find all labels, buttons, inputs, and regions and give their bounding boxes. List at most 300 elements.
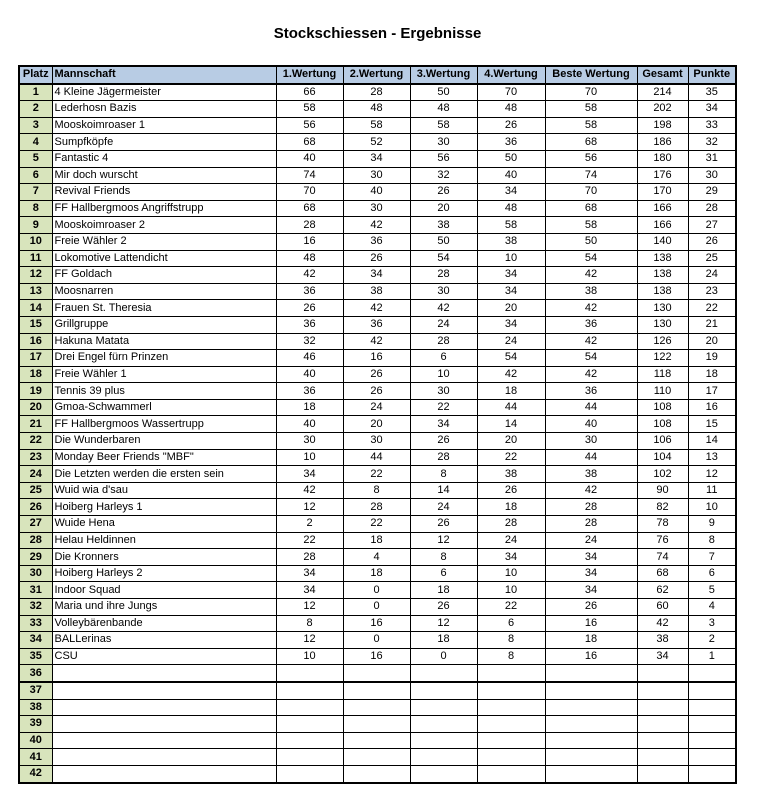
team-name-cell: FF Hallbergmoos Wassertrupp — [52, 416, 276, 433]
platz-cell: 19 — [19, 383, 52, 400]
platz-cell: 38 — [19, 699, 52, 716]
platz-cell: 39 — [19, 716, 52, 733]
punkte-cell: 4 — [688, 599, 736, 616]
punkte-cell: 33 — [688, 117, 736, 134]
team-name-cell: Fantastic 4 — [52, 150, 276, 167]
platz-cell: 35 — [19, 648, 52, 665]
team-name-cell: Maria und ihre Jungs — [52, 599, 276, 616]
team-name-cell: Mooskoimroaser 2 — [52, 217, 276, 234]
wertung-4-cell: 48 — [477, 200, 545, 217]
wertung-2-cell: 36 — [343, 233, 410, 250]
wertung-2-cell: 28 — [343, 84, 410, 101]
punkte-cell — [688, 699, 736, 716]
wertung-4-cell: 38 — [477, 466, 545, 483]
table-row — [19, 150, 736, 167]
results-table — [18, 65, 737, 784]
header-gesamt: Gesamt — [637, 66, 688, 84]
wertung-4-cell — [477, 732, 545, 749]
punkte-cell: 22 — [688, 300, 736, 317]
table-row — [19, 350, 736, 367]
punkte-cell: 20 — [688, 333, 736, 350]
header-wertung-3: 3.Wertung — [410, 66, 477, 84]
punkte-cell — [688, 665, 736, 682]
platz-cell: 30 — [19, 565, 52, 582]
punkte-cell: 7 — [688, 549, 736, 566]
gesamt-cell: 138 — [637, 250, 688, 267]
table-row — [19, 250, 736, 267]
wertung-2-cell: 0 — [343, 582, 410, 599]
team-name-cell: FF Goldach — [52, 267, 276, 284]
team-name-cell: Drei Engel fürn Prinzen — [52, 350, 276, 367]
wertung-1-cell: 12 — [276, 499, 343, 516]
platz-cell: 33 — [19, 615, 52, 632]
wertung-3-cell: 34 — [410, 416, 477, 433]
team-name-cell — [52, 765, 276, 782]
platz-cell: 1 — [19, 84, 52, 101]
platz-cell: 2 — [19, 101, 52, 118]
punkte-cell: 18 — [688, 366, 736, 383]
wertung-1-cell: 74 — [276, 167, 343, 184]
wertung-3-cell: 30 — [410, 283, 477, 300]
wertung-1-cell: 40 — [276, 416, 343, 433]
wertung-1-cell: 8 — [276, 615, 343, 632]
wertung-4-cell: 26 — [477, 482, 545, 499]
beste-wertung-cell: 44 — [545, 399, 637, 416]
beste-wertung-cell: 70 — [545, 184, 637, 201]
punkte-cell: 28 — [688, 200, 736, 217]
wertung-3-cell: 18 — [410, 632, 477, 649]
wertung-1-cell: 2 — [276, 516, 343, 533]
gesamt-cell — [637, 716, 688, 733]
table-row — [19, 283, 736, 300]
wertung-1-cell: 26 — [276, 300, 343, 317]
header-platz: Platz — [19, 66, 52, 84]
wertung-3-cell: 14 — [410, 482, 477, 499]
table-row — [19, 716, 736, 733]
platz-cell: 5 — [19, 150, 52, 167]
beste-wertung-cell — [545, 716, 637, 733]
table-row — [19, 582, 736, 599]
gesamt-cell — [637, 665, 688, 682]
platz-cell: 20 — [19, 399, 52, 416]
wertung-4-cell: 8 — [477, 648, 545, 665]
beste-wertung-cell: 34 — [545, 565, 637, 582]
beste-wertung-cell: 42 — [545, 267, 637, 284]
gesamt-cell — [637, 682, 688, 699]
wertung-3-cell: 8 — [410, 549, 477, 566]
wertung-1-cell — [276, 716, 343, 733]
beste-wertung-cell: 70 — [545, 84, 637, 101]
gesamt-cell: 60 — [637, 599, 688, 616]
team-name-cell: Die Kronners — [52, 549, 276, 566]
platz-cell: 24 — [19, 466, 52, 483]
table-row — [19, 416, 736, 433]
wertung-2-cell: 24 — [343, 399, 410, 416]
wertung-1-cell: 28 — [276, 549, 343, 566]
wertung-4-cell: 20 — [477, 433, 545, 450]
wertung-2-cell: 40 — [343, 184, 410, 201]
page-title: Stockschiessen - Ergebnisse — [273, 25, 482, 42]
punkte-cell: 9 — [688, 516, 736, 533]
wertung-2-cell: 42 — [343, 333, 410, 350]
beste-wertung-cell — [545, 749, 637, 766]
wertung-2-cell: 4 — [343, 549, 410, 566]
wertung-2-cell: 18 — [343, 565, 410, 582]
platz-cell: 42 — [19, 765, 52, 782]
beste-wertung-cell: 42 — [545, 482, 637, 499]
wertung-2-cell: 0 — [343, 632, 410, 649]
punkte-cell: 14 — [688, 433, 736, 450]
beste-wertung-cell: 16 — [545, 615, 637, 632]
table-row — [19, 167, 736, 184]
gesamt-cell: 130 — [637, 300, 688, 317]
table-row — [19, 267, 736, 284]
wertung-2-cell: 48 — [343, 101, 410, 118]
wertung-2-cell: 42 — [343, 217, 410, 234]
wertung-2-cell: 30 — [343, 200, 410, 217]
team-name-cell: Tennis 39 plus — [52, 383, 276, 400]
gesamt-cell: 62 — [637, 582, 688, 599]
wertung-1-cell: 46 — [276, 350, 343, 367]
wertung-2-cell: 8 — [343, 482, 410, 499]
team-name-cell: Moosnarren — [52, 283, 276, 300]
team-name-cell: Freie Wähler 2 — [52, 233, 276, 250]
header-beste-wertung: Beste Wertung — [545, 66, 637, 84]
table-row — [19, 316, 736, 333]
team-name-cell: 4 Kleine Jägermeister — [52, 84, 276, 101]
team-name-cell: Revival Friends — [52, 184, 276, 201]
wertung-1-cell: 36 — [276, 316, 343, 333]
platz-cell: 27 — [19, 516, 52, 533]
table-row — [19, 117, 736, 134]
table-row — [19, 466, 736, 483]
gesamt-cell: 118 — [637, 366, 688, 383]
punkte-cell: 27 — [688, 217, 736, 234]
wertung-2-cell: 42 — [343, 300, 410, 317]
gesamt-cell: 122 — [637, 350, 688, 367]
wertung-1-cell: 42 — [276, 267, 343, 284]
table-row — [19, 749, 736, 766]
wertung-3-cell: 42 — [410, 300, 477, 317]
wertung-3-cell: 28 — [410, 267, 477, 284]
team-name-cell: Freie Wähler 1 — [52, 366, 276, 383]
gesamt-cell: 78 — [637, 516, 688, 533]
wertung-3-cell — [410, 732, 477, 749]
team-name-cell: Grillgruppe — [52, 316, 276, 333]
wertung-4-cell: 50 — [477, 150, 545, 167]
gesamt-cell: 186 — [637, 134, 688, 151]
beste-wertung-cell: 54 — [545, 250, 637, 267]
wertung-3-cell: 32 — [410, 167, 477, 184]
beste-wertung-cell: 34 — [545, 582, 637, 599]
wertung-3-cell: 24 — [410, 499, 477, 516]
wertung-3-cell: 10 — [410, 366, 477, 383]
table-row — [19, 599, 736, 616]
wertung-1-cell: 34 — [276, 565, 343, 582]
wertung-1-cell: 40 — [276, 150, 343, 167]
wertung-4-cell: 36 — [477, 134, 545, 151]
wertung-3-cell: 26 — [410, 433, 477, 450]
wertung-3-cell: 48 — [410, 101, 477, 118]
gesamt-cell: 170 — [637, 184, 688, 201]
wertung-3-cell: 50 — [410, 84, 477, 101]
wertung-1-cell: 58 — [276, 101, 343, 118]
wertung-4-cell — [477, 699, 545, 716]
platz-cell: 9 — [19, 217, 52, 234]
wertung-2-cell: 38 — [343, 283, 410, 300]
wertung-4-cell — [477, 665, 545, 682]
team-name-cell: Hoiberg Harleys 1 — [52, 499, 276, 516]
gesamt-cell: 68 — [637, 565, 688, 582]
punkte-cell: 35 — [688, 84, 736, 101]
wertung-1-cell: 36 — [276, 383, 343, 400]
gesamt-cell: 90 — [637, 482, 688, 499]
wertung-3-cell: 58 — [410, 117, 477, 134]
table-row — [19, 449, 736, 466]
platz-cell: 18 — [19, 366, 52, 383]
wertung-4-cell: 44 — [477, 399, 545, 416]
punkte-cell: 13 — [688, 449, 736, 466]
team-name-cell: Die Letzten werden die ersten sein — [52, 466, 276, 483]
beste-wertung-cell: 36 — [545, 316, 637, 333]
gesamt-cell: 176 — [637, 167, 688, 184]
beste-wertung-cell: 74 — [545, 167, 637, 184]
platz-cell: 16 — [19, 333, 52, 350]
punkte-cell: 2 — [688, 632, 736, 649]
team-name-cell — [52, 749, 276, 766]
wertung-3-cell — [410, 716, 477, 733]
wertung-1-cell — [276, 699, 343, 716]
wertung-1-cell: 16 — [276, 233, 343, 250]
wertung-2-cell: 26 — [343, 250, 410, 267]
table-row — [19, 765, 736, 782]
wertung-1-cell — [276, 732, 343, 749]
wertung-1-cell: 10 — [276, 648, 343, 665]
wertung-4-cell: 24 — [477, 532, 545, 549]
beste-wertung-cell: 68 — [545, 134, 637, 151]
beste-wertung-cell: 18 — [545, 632, 637, 649]
wertung-3-cell: 24 — [410, 316, 477, 333]
wertung-2-cell: 22 — [343, 516, 410, 533]
team-name-cell — [52, 665, 276, 682]
gesamt-cell: 106 — [637, 433, 688, 450]
wertung-1-cell: 68 — [276, 134, 343, 151]
beste-wertung-cell: 28 — [545, 499, 637, 516]
wertung-4-cell: 28 — [477, 516, 545, 533]
wertung-3-cell: 50 — [410, 233, 477, 250]
wertung-4-cell: 18 — [477, 499, 545, 516]
gesamt-cell: 42 — [637, 615, 688, 632]
wertung-4-cell: 20 — [477, 300, 545, 317]
punkte-cell — [688, 716, 736, 733]
wertung-1-cell: 34 — [276, 582, 343, 599]
punkte-cell: 19 — [688, 350, 736, 367]
table-row — [19, 632, 736, 649]
wertung-3-cell: 28 — [410, 449, 477, 466]
platz-cell: 23 — [19, 449, 52, 466]
wertung-1-cell — [276, 665, 343, 682]
wertung-4-cell — [477, 716, 545, 733]
wertung-3-cell: 26 — [410, 599, 477, 616]
platz-cell: 21 — [19, 416, 52, 433]
team-name-cell: CSU — [52, 648, 276, 665]
beste-wertung-cell: 58 — [545, 117, 637, 134]
wertung-1-cell — [276, 765, 343, 782]
gesamt-cell: 130 — [637, 316, 688, 333]
team-name-cell: Helau Heldinnen — [52, 532, 276, 549]
punkte-cell: 12 — [688, 466, 736, 483]
gesamt-cell: 104 — [637, 449, 688, 466]
gesamt-cell: 166 — [637, 217, 688, 234]
beste-wertung-cell: 40 — [545, 416, 637, 433]
wertung-4-cell — [477, 749, 545, 766]
wertung-1-cell: 10 — [276, 449, 343, 466]
beste-wertung-cell: 58 — [545, 217, 637, 234]
wertung-2-cell — [343, 682, 410, 699]
punkte-cell — [688, 749, 736, 766]
platz-cell: 32 — [19, 599, 52, 616]
wertung-2-cell: 26 — [343, 366, 410, 383]
beste-wertung-cell: 38 — [545, 283, 637, 300]
wertung-3-cell: 8 — [410, 466, 477, 483]
wertung-2-cell: 34 — [343, 267, 410, 284]
wertung-1-cell: 28 — [276, 217, 343, 234]
wertung-3-cell: 6 — [410, 565, 477, 582]
wertung-1-cell — [276, 749, 343, 766]
punkte-cell: 34 — [688, 101, 736, 118]
team-name-cell: Die Wunderbaren — [52, 433, 276, 450]
wertung-3-cell: 28 — [410, 333, 477, 350]
table-row — [19, 482, 736, 499]
table-row — [19, 615, 736, 632]
platz-cell: 14 — [19, 300, 52, 317]
wertung-1-cell: 32 — [276, 333, 343, 350]
wertung-1-cell: 36 — [276, 283, 343, 300]
table-row — [19, 648, 736, 665]
wertung-4-cell: 26 — [477, 117, 545, 134]
gesamt-cell — [637, 765, 688, 782]
wertung-4-cell — [477, 682, 545, 699]
wertung-1-cell: 34 — [276, 466, 343, 483]
gesamt-cell: 102 — [637, 466, 688, 483]
platz-cell: 28 — [19, 532, 52, 549]
platz-cell: 29 — [19, 549, 52, 566]
wertung-4-cell: 22 — [477, 449, 545, 466]
gesamt-cell — [637, 732, 688, 749]
team-name-cell: Wuide Hena — [52, 516, 276, 533]
gesamt-cell: 166 — [637, 200, 688, 217]
wertung-3-cell: 30 — [410, 383, 477, 400]
platz-cell: 13 — [19, 283, 52, 300]
platz-cell: 40 — [19, 732, 52, 749]
gesamt-cell: 126 — [637, 333, 688, 350]
beste-wertung-cell: 58 — [545, 101, 637, 118]
wertung-3-cell: 26 — [410, 184, 477, 201]
platz-cell: 37 — [19, 682, 52, 699]
punkte-cell — [688, 765, 736, 782]
wertung-2-cell — [343, 665, 410, 682]
punkte-cell: 11 — [688, 482, 736, 499]
wertung-2-cell: 30 — [343, 167, 410, 184]
wertung-1-cell: 70 — [276, 184, 343, 201]
gesamt-cell: 34 — [637, 648, 688, 665]
team-name-cell: Monday Beer Friends "MBF" — [52, 449, 276, 466]
team-name-cell: Hoiberg Harleys 2 — [52, 565, 276, 582]
gesamt-cell: 198 — [637, 117, 688, 134]
gesamt-cell: 140 — [637, 233, 688, 250]
team-name-cell: Mir doch wurscht — [52, 167, 276, 184]
beste-wertung-cell — [545, 699, 637, 716]
team-name-cell — [52, 699, 276, 716]
table-row — [19, 383, 736, 400]
platz-cell: 12 — [19, 267, 52, 284]
wertung-1-cell: 12 — [276, 632, 343, 649]
wertung-1-cell: 12 — [276, 599, 343, 616]
wertung-1-cell: 40 — [276, 366, 343, 383]
wertung-2-cell: 16 — [343, 350, 410, 367]
table-row — [19, 84, 736, 101]
wertung-1-cell: 68 — [276, 200, 343, 217]
gesamt-cell: 74 — [637, 549, 688, 566]
wertung-3-cell: 38 — [410, 217, 477, 234]
wertung-2-cell — [343, 699, 410, 716]
wertung-2-cell: 0 — [343, 599, 410, 616]
table-row — [19, 549, 736, 566]
wertung-3-cell: 0 — [410, 648, 477, 665]
wertung-1-cell: 48 — [276, 250, 343, 267]
wertung-4-cell: 18 — [477, 383, 545, 400]
wertung-3-cell: 54 — [410, 250, 477, 267]
team-name-cell: Lokomotive Lattendicht — [52, 250, 276, 267]
table-row — [19, 200, 736, 217]
gesamt-cell: 38 — [637, 632, 688, 649]
punkte-cell: 26 — [688, 233, 736, 250]
punkte-cell: 15 — [688, 416, 736, 433]
beste-wertung-cell: 38 — [545, 466, 637, 483]
team-name-cell — [52, 716, 276, 733]
table-row — [19, 333, 736, 350]
wertung-3-cell: 20 — [410, 200, 477, 217]
wertung-1-cell: 30 — [276, 433, 343, 450]
team-name-cell — [52, 682, 276, 699]
gesamt-cell: 138 — [637, 267, 688, 284]
wertung-4-cell: 54 — [477, 350, 545, 367]
table-row — [19, 499, 736, 516]
wertung-4-cell: 40 — [477, 167, 545, 184]
beste-wertung-cell: 42 — [545, 333, 637, 350]
wertung-3-cell: 56 — [410, 150, 477, 167]
table-row — [19, 184, 736, 201]
table-row — [19, 399, 736, 416]
wertung-3-cell: 12 — [410, 615, 477, 632]
team-name-cell — [52, 732, 276, 749]
wertung-1-cell: 56 — [276, 117, 343, 134]
wertung-2-cell: 44 — [343, 449, 410, 466]
header-mannschaft: Mannschaft — [52, 66, 276, 84]
wertung-3-cell — [410, 749, 477, 766]
wertung-1-cell: 42 — [276, 482, 343, 499]
platz-cell: 8 — [19, 200, 52, 217]
beste-wertung-cell — [545, 665, 637, 682]
wertung-2-cell: 28 — [343, 499, 410, 516]
punkte-cell: 3 — [688, 615, 736, 632]
punkte-cell: 10 — [688, 499, 736, 516]
wertung-2-cell: 18 — [343, 532, 410, 549]
punkte-cell: 31 — [688, 150, 736, 167]
table-row — [19, 665, 736, 682]
wertung-4-cell: 70 — [477, 84, 545, 101]
team-name-cell: Mooskoimroaser 1 — [52, 117, 276, 134]
